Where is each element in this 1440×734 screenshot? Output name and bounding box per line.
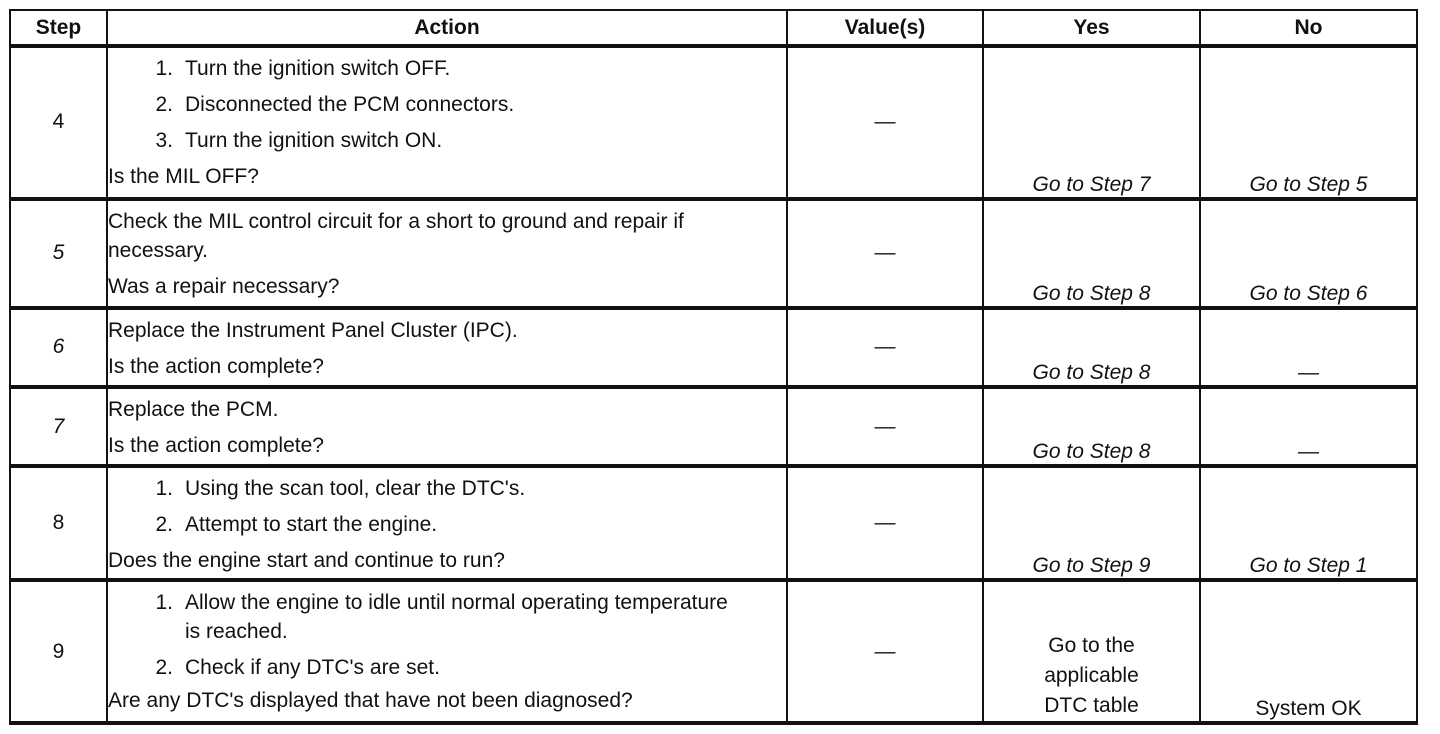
action-item-text: Allow the engine to idle until normal operating temperature is reached.	[185, 591, 728, 644]
action-item	[108, 126, 786, 155]
action-question: Was a repair necessary?	[108, 274, 340, 298]
no-cell: Go to Step 5	[1200, 46, 1417, 199]
header-yes: Yes	[983, 10, 1200, 46]
action-item-text: Attempt to start the engine.	[185, 513, 438, 537]
step-number: 5	[10, 199, 107, 308]
table-row	[10, 199, 1417, 308]
action-paragraph: Replace the PCM.	[108, 398, 279, 421]
action-question: Is the MIL OFF?	[108, 165, 259, 188]
action-cell	[107, 580, 787, 723]
yes-cell: Go to Step 8	[983, 199, 1200, 308]
step-number: 4	[10, 46, 107, 199]
yes-cell: Go to Step 9	[983, 466, 1200, 580]
table-row	[10, 580, 1417, 723]
yes-cell: Go to Step 8	[983, 308, 1200, 387]
table-row	[10, 466, 1417, 580]
table-row	[10, 46, 1417, 199]
no-cell: —	[1200, 387, 1417, 466]
action-item-number: 3.	[155, 129, 173, 152]
table-row	[10, 308, 1417, 387]
no-cell: Go to Step 6	[1200, 199, 1417, 308]
step-number: 9	[10, 580, 107, 723]
action-item-text: Turn the ignition switch ON.	[185, 129, 443, 152]
yes-cell: Go to Step 8	[983, 387, 1200, 466]
action-item-text: Turn the ignition switch OFF.	[185, 57, 451, 80]
yes-line: Go to the	[1048, 634, 1135, 657]
action-cell	[107, 387, 787, 466]
action-item-number: 1.	[155, 57, 173, 80]
action-question: Does the engine start and continue to run?	[108, 549, 505, 573]
header-action: Action	[107, 10, 787, 46]
action-item-number: 2.	[155, 513, 173, 537]
values-cell: —	[787, 580, 983, 723]
table-row	[10, 387, 1417, 466]
action-item	[108, 90, 786, 119]
yes-line: DTC table	[1044, 694, 1139, 717]
no-cell: —	[1200, 308, 1417, 387]
values-cell: —	[787, 308, 983, 387]
action-question: Is the action complete?	[108, 434, 324, 457]
action-item-number: 1.	[155, 477, 173, 501]
action-item	[108, 653, 786, 682]
action-question: Are any DTC's displayed that have not been diagnosed?	[108, 689, 633, 713]
yes-cell	[983, 580, 1200, 723]
header-no: No	[1200, 10, 1417, 46]
diagnostic-table-sheet	[9, 9, 1416, 725]
action-item-text: Using the scan tool, clear the DTC's.	[185, 477, 526, 501]
step-number: 7	[10, 387, 107, 466]
action-cell	[107, 46, 787, 199]
action-paragraph: Replace the Instrument Panel Cluster (IPC).	[108, 318, 518, 342]
action-cell	[107, 199, 787, 308]
values-cell: —	[787, 387, 983, 466]
action-cell	[107, 466, 787, 580]
no-cell: Go to Step 1	[1200, 466, 1417, 580]
action-question: Is the action complete?	[108, 354, 324, 378]
action-item-text: Disconnected the PCM connectors.	[185, 93, 515, 116]
action-item-text: Check if any DTC's are set.	[185, 656, 440, 680]
values-cell: —	[787, 199, 983, 308]
action-item-number: 2.	[155, 656, 173, 680]
diagnostic-table	[9, 9, 1418, 725]
step-number: 6	[10, 308, 107, 387]
no-cell: System OK	[1200, 580, 1417, 723]
step-number: 8	[10, 466, 107, 580]
yes-cell: Go to Step 7	[983, 46, 1200, 199]
action-paragraph: Check the MIL control circuit for a short to ground and repair if necessary.	[108, 209, 684, 262]
action-item	[108, 474, 786, 503]
header-row	[10, 10, 1417, 46]
action-item-number: 1.	[155, 591, 173, 615]
action-item	[108, 588, 786, 646]
values-cell: —	[787, 46, 983, 199]
action-cell	[107, 308, 787, 387]
header-values: Value(s)	[787, 10, 983, 46]
action-item-number: 2.	[155, 93, 173, 116]
yes-line: applicable	[1044, 664, 1139, 687]
action-item	[108, 54, 786, 83]
header-step: Step	[10, 10, 107, 46]
action-item	[108, 510, 786, 539]
values-cell: —	[787, 466, 983, 580]
